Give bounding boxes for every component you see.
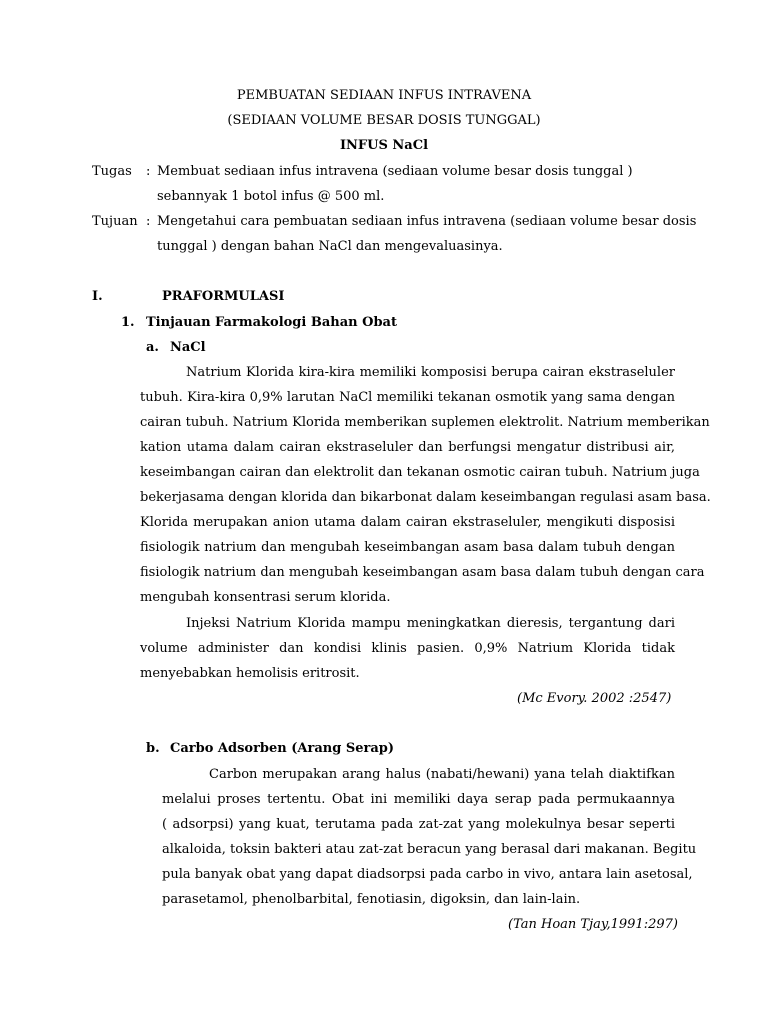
paragraph-line: pula banyak obat yang dapat diadsorpsi pada carbo in vivo, antara lain asetosal, [162,867,693,882]
item-b-letter: b. [146,741,160,756]
paragraph-line: menyebabkan hemolisis eritrosit. [140,666,360,681]
paragraph-line: Carbon merupakan arang halus (nabati/hewani) yana telah diaktifkan [209,767,675,782]
item-a-citation: (Mc Evory. 2002 :2547) [517,691,672,706]
paragraph-line: kation utama dalam cairan ekstraseluler dan berfungsi mengatur distribusi air, [140,440,675,455]
title-line-2: (SEDIAAN VOLUME BESAR DOSIS TUNGGAL) [227,113,541,128]
paragraph-line: keseimbangan cairan dan elektrolit dan tekanan osmotic cairan tubuh. Natrium juga [140,465,700,480]
tugas-colon: : [146,164,151,179]
tujuan-colon: : [146,214,151,229]
paragraph-line: Natrium Klorida kira-kira memiliki komposisi berupa cairan ekstraseluler [186,365,675,380]
paragraph-line: tubuh. Kira-kira 0,9% larutan NaCl memiliki tekanan osmotik yang sama dengan [140,390,675,405]
subsection-title: Tinjauan Farmakologi Bahan Obat [146,315,397,330]
paragraph-line: parasetamol, phenolbarbital, fenotiasin, digoksin, dan lain-lain. [162,892,581,907]
item-b-citation: (Tan Hoan Tjay,1991:297) [508,917,678,932]
tugas-line-2: sebannyak 1 botol infus @ 500 ml. [157,189,385,204]
subsection-number: 1. [121,315,135,330]
tujuan-line-1: Mengetahui cara pembuatan sediaan infus intravena (sediaan volume besar dosis [157,214,697,229]
tugas-label: Tugas [92,164,132,179]
paragraph-line: fisiologik natrium dan mengubah keseimbangan asam basa dalam tubuh dengan [140,540,675,555]
tugas-line-1: Membuat sediaan infus intravena (sediaan volume besar dosis tunggal ) [157,164,633,179]
tujuan-label: Tujuan [92,214,138,229]
item-a-letter: a. [146,340,159,355]
paragraph-line: cairan tubuh. Natrium Klorida memberikan suplemen elektrolit. Natrium memberikan [140,415,710,430]
section-number: I. [92,289,103,304]
paragraph-line: Injeksi Natrium Klorida mampu meningkatkan dieresis, tergantung dari [186,616,675,631]
paragraph-line: mengubah konsentrasi serum klorida. [140,590,391,605]
paragraph-line: ( adsorpsi) yang kuat, terutama pada zat-zat yang molekulnya besar seperti [162,817,675,832]
title-line-1: PEMBUATAN SEDIAAN INFUS INTRAVENA [236,88,532,103]
paragraph-line: volume administer dan kondisi klinis pasien. 0,9% Natrium Klorida tidak [140,641,675,656]
section-title: PRAFORMULASI [162,289,285,304]
item-a-title: NaCl [170,340,206,355]
item-b-title: Carbo Adsorben (Arang Serap) [170,741,395,756]
paragraph-line: fisiologik natrium dan mengubah keseimbangan asam basa dalam tubuh dengan cara [140,565,705,580]
paragraph-line: alkaloida, toksin bakteri atau zat-zat beracun yang berasal dari makanan. Begitu [162,842,697,857]
title-line-3: INFUS NaCl [339,138,429,153]
tujuan-line-2: tunggal ) dengan bahan NaCl dan mengevaluasinya. [157,239,503,254]
paragraph-line: Klorida merupakan anion utama dalam cairan ekstraseluler, mengikuti disposisi [140,515,675,530]
paragraph-line: melalui proses tertentu. Obat ini memiliki daya serap pada permukaannya [162,792,675,807]
paragraph-line: bekerjasama dengan klorida dan bikarbonat dalam keseimbangan regulasi asam basa. [140,490,711,505]
